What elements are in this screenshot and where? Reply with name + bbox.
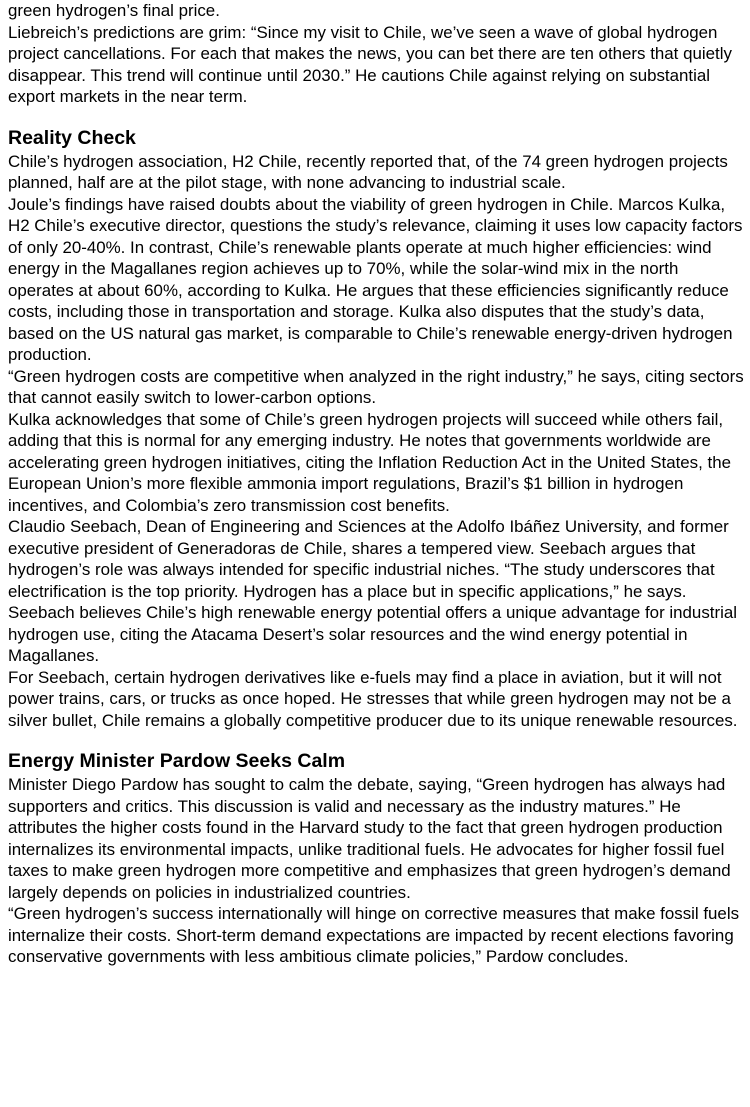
energy-minister-section	[8, 749, 744, 968]
article-body	[8, 0, 744, 968]
intro-section	[8, 0, 744, 108]
paragraph: Claudio Seebach, Dean of Engineering and Sciences at the Adolfo Ibáñez University, and former executive president of Generadoras de Chile, shares a tempered view. Seebach argues that hydrogen’s role was always intended for specific industrial niches. “The study underscores that electrification is the top priority. Hydrogen has a place but in specific applications,” he says. Seebach believes Chile’s high renewable energy potential offers a unique advantage for industrial hydrogen use, citing the Atacama Desert’s solar resources and the wind energy potential in Magallanes.	[8, 517, 737, 665]
paragraph: For Seebach, certain hydrogen derivatives like e-fuels may find a place in aviation, but it will not power trains, cars, or trucks as once hoped. He stresses that while green hydrogen may not be a silver bullet, Chile remains a globally competitive producer due to its unique renewable resources.	[8, 667, 738, 730]
reality-check-section	[8, 126, 744, 732]
paragraph: Kulka acknowledges that some of Chile’s green hydrogen projects will succeed while others fail, adding that this is normal for any emerging industry. He notes that governments worldwide are accelerating green hydrogen initiatives, citing the Inflation Reduction Act in the United States, the European Union’s more flexible ammonia import regulations, Brazil’s $1 billion in hydrogen incentives, and Colombia’s zero transmission cost benefits.	[8, 409, 731, 515]
section-spacer	[8, 731, 744, 749]
paragraph: Liebreich’s predictions are grim: “Since my visit to Chile, we’ve seen a wave of global hydrogen project cancellations. For each that makes the news, you can bet there are ten others that quietly disappear. This trend will continue until 2030.” He cautions Chile against relying on substantial export markets in the near term.	[8, 22, 732, 106]
paragraph: “Green hydrogen costs are competitive when analyzed in the right industry,” he says, citing sectors that cannot easily switch to lower-carbon options.	[8, 366, 744, 407]
section-heading: Reality Check	[8, 126, 136, 149]
section-heading: Energy Minister Pardow Seeks Calm	[8, 750, 346, 772]
paragraph: green hydrogen’s final price.	[8, 1, 220, 20]
paragraph: Joule’s findings have raised doubts about the viability of green hydrogen in Chile. Marcos Kulka, H2 Chile’s executive director, questions the study’s relevance, claiming it uses low capacity factors of only 20-40%. In contrast, Chile’s renewable plants operate at much higher efficiencies: wind energy in the Magallanes region achieves up to 70%, while the solar-wind mix in the north operates at about 60%, according to Kulka. He argues that these efficiencies significantly reduce costs, including those in transportation and storage. Kulka also disputes that the study’s data, based on the US natural gas market, is comparable to Chile’s renewable energy-driven hydrogen production.	[8, 194, 743, 364]
section-spacer	[8, 108, 744, 126]
paragraph: Chile’s hydrogen association, H2 Chile, recently reported that, of the 74 green hydrogen projects planned, half are at the pilot stage, with none advancing to industrial scale.	[8, 151, 728, 192]
paragraph: “Green hydrogen’s success internationally will hinge on corrective measures that make fossil fuels internalize their costs. Short-term demand expectations are impacted by recent elections favoring conservative governments with less ambitious climate policies,” Pardow concludes.	[8, 904, 740, 966]
paragraph: Minister Diego Pardow has sought to calm the debate, saying, “Green hydrogen has always had supporters and critics. This discussion is valid and necessary as the industry matures.” He attributes the higher costs found in the Harvard study to the fact that green hydrogen production internalizes its environmental impacts, unlike traditional fuels. He advocates for higher fossil fuel taxes to make green hydrogen more competitive and emphasizes that green hydrogen’s demand largely depends on policies in industrialized countries.	[8, 775, 731, 902]
